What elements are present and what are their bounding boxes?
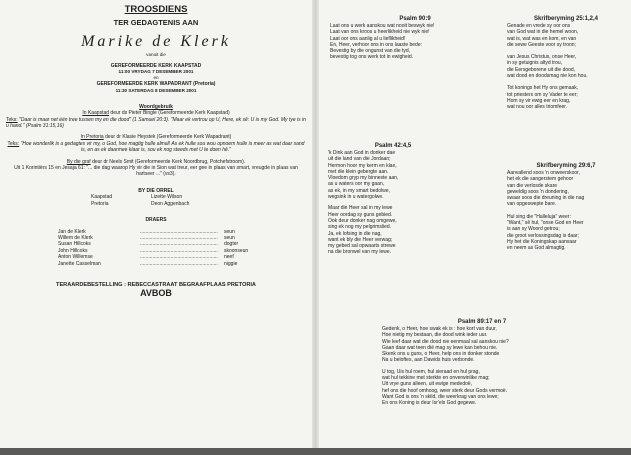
draer-name: Janette Casselman xyxy=(58,260,101,267)
verse-line: van opgeswepte bare. xyxy=(507,201,557,208)
page-title: TROOSDIENS xyxy=(124,4,188,15)
verse-line: Bevestig by die ongunst van die tyd, xyxy=(330,48,411,55)
pretoria-rest: deur dr Klasie Heystek (Gereformeerde Kerk Wapadrant) xyxy=(103,134,232,141)
vanuit-label: vanuit die xyxy=(146,52,166,57)
kaapstad-lead: In Kaapstad xyxy=(82,110,110,117)
church-2: GEREFORMEERDE KERK WAPADRANT (Pretoria) xyxy=(96,81,216,88)
verse-line: wat hul tekkine met sterkte en onverwinlike mag; xyxy=(382,375,490,382)
psalm-42-heading: Psalm 42:4,5 xyxy=(374,143,412,149)
verse-line: Hermon hoor my kerm en klae, xyxy=(328,162,397,169)
verse-line: die Eersgeborene uit die dood, xyxy=(507,66,576,73)
verse-line: Hy het die Koningskap aanvaar xyxy=(507,238,577,245)
psalm-90-block xyxy=(330,15,500,61)
church-1: GEREFORMEERDE KERK KAAPSTAD xyxy=(110,63,202,69)
verse-line: die sewe Geeste voor sy troon; xyxy=(507,41,576,48)
verse-line: Gedenk, o Heer, hoe swak ek is : hoe kort van duur, xyxy=(382,326,497,332)
draer-dots: ........................................................ xyxy=(140,260,218,267)
verse-line: bevestig tog ons werk tot in ewigheid. xyxy=(330,54,414,61)
skrifberyming-29-heading: Skrifberyming 29:6,7 xyxy=(536,163,596,169)
verse-line: Laat ons u werk aanskou wat nooit beswyk nie! xyxy=(330,23,435,29)
draer-dots: ........................................................ xyxy=(140,228,218,235)
scan-edge xyxy=(0,448,631,455)
verse-line: en neem as God almagtig. xyxy=(507,245,566,252)
draer-relation: neef xyxy=(224,254,234,261)
verse-line: met die klein gebergte aan. xyxy=(328,168,389,175)
verse-line: wat is, wat was en kom, en van xyxy=(507,35,577,42)
verse-line: Heer oordag sy guns gebied. xyxy=(328,211,393,218)
service-time-1: 11:00 VRYDAG 7 DESEMBER 2001 xyxy=(118,69,194,75)
verse-line: wegsink in u watergolwe. xyxy=(328,194,384,201)
kaapstad-teks-label: Teks: xyxy=(6,116,18,123)
left-page xyxy=(6,4,306,299)
verse-line: Vloedom gryp my binneste aan, xyxy=(328,175,399,182)
verse-line: 'k Dink aan God in donker dae xyxy=(328,150,396,156)
verse-line: Laat oor ons aanlig al u lieflikheid! xyxy=(330,35,406,42)
verse-line: is aan sy Woord getrou; xyxy=(507,226,560,233)
draer-relation: niggie xyxy=(224,260,238,267)
verse-line: het ek die sangerstem gehoor xyxy=(507,176,574,183)
verse-line: Hom sy vir ewig eer en krag, xyxy=(507,97,571,104)
verse-line: swaar soos die dreuning in die nag xyxy=(507,195,585,202)
pretoria-teks: "Hoe wonderlik is u gedagtes vir my, o God, hoe magtig hulle almal! As ek hulle sou wou opnoem hulle is meer as wat daar sand is, en as ek daarmee klaar is, sou ek nog steeds met U te doen hê." xyxy=(19,140,305,154)
verse-line: Na u beloftes, aan Dawids huis verbonde. xyxy=(382,357,475,364)
verse-line: want ek bly die Heer verwag; xyxy=(328,236,393,243)
draer-relation: seun xyxy=(224,234,235,241)
teraarde-line: TERAARDEBESTELLING : REBECCASTRAAT BEGRAAFPLAAS PRETORIA xyxy=(56,281,256,288)
graf-lead: By die graf xyxy=(66,158,91,165)
verse-line: in sy getuignis altyd trou, xyxy=(507,60,563,67)
kaapstad-teks: "Daar is maar net één tree tussen my en die dood" (1 Samuel 20:3). "Maar ek vertrou op U, Here, ek sê: U is my God. My tye is in u hand." (Psalm 31:15,16) xyxy=(6,116,306,130)
draer-name: Susan Hillcoks xyxy=(58,241,91,248)
verse-line: my gebed sal opwaarts strewe xyxy=(328,243,396,250)
graf-rest: deur dr Neels Smit (Gereformeerde Kerk Noordbrug, Potchefstroom). xyxy=(90,158,246,165)
psalm-89-block xyxy=(382,318,582,407)
verse-line: hef ons die hoof omhoog, weer sterk deur Gods vermoë. xyxy=(382,387,508,394)
verse-line: Maar die Heer sal in my lewe xyxy=(328,205,393,212)
draer-name: Willem de Klerk xyxy=(58,234,93,241)
verse-line: uit die land van die Jordaan; xyxy=(328,156,391,163)
draer-dots: ........................................................ xyxy=(140,247,218,254)
orrel-heading: BY DIE ORREL xyxy=(138,187,174,194)
verse-line: Aanvallend soos 'n onweerskoor, xyxy=(507,170,580,176)
verse-line: tot priesters om sy Vader te eer; xyxy=(507,91,578,98)
verse-line: Ook deur donker nag omgewe, xyxy=(328,217,397,224)
verse-line: Laat van ons kroos u heerlikheid nie wyk nie! xyxy=(330,29,430,36)
verse-line: Genade en vrede sy oor ons xyxy=(507,23,571,29)
verse-line: van Jesus Christus, onse Heer, xyxy=(507,54,577,61)
pretoria-teks-label: Teks: xyxy=(7,140,20,147)
orrel-place: Pretoria xyxy=(91,200,109,207)
verse-line: geweldig soos 'n dondering, xyxy=(507,188,569,195)
orrel-name: Deon Aggenbach xyxy=(151,200,190,207)
psalm-90-heading: Psalm 90:9 xyxy=(399,16,431,22)
orrel-place: Kaapstad xyxy=(91,194,113,201)
kaapstad-rest: deur ds Pieter Bingle (Gereformeerde Kerk Kaapstad) xyxy=(109,110,230,117)
verse-line: as u waters oor my gaan, xyxy=(328,181,385,188)
verse-line: En ons Koning is deur Isr'els God gegewe. xyxy=(382,400,477,407)
skrifberyming-25-block xyxy=(507,15,625,111)
draer-dots: ........................................................ xyxy=(140,254,218,261)
avbob-logo: AVBOB xyxy=(140,288,172,299)
psalm-89-heading: Psalm 89:17 en 7 xyxy=(457,319,507,325)
verse-line: Hoe nietig my bestaan, die dood wink ieder uur. xyxy=(382,332,488,339)
kaapstad-text xyxy=(6,117,306,130)
pretoria-lead: In Pretoria xyxy=(80,134,104,141)
deceased-name: Marike de Klerk xyxy=(81,33,231,50)
verse-line: die groot verlossingsdag is daar; xyxy=(507,232,579,239)
skrifberyming-25-heading: Skrifberyming 25:1,2,4 xyxy=(533,16,599,22)
draer-name: John Hillcoks xyxy=(58,247,88,254)
verse-line: van God wat in die hemel woon, xyxy=(507,29,579,36)
pretoria-text xyxy=(6,141,306,154)
draer-relation: dogter xyxy=(224,241,239,248)
psalm-42-block xyxy=(328,142,458,256)
verse-line: "Want," sê hul, "onse God en Heer xyxy=(507,220,584,227)
verse-line: Gaan daar wat teen dié mag sy lewe kan behou nie. xyxy=(382,344,498,351)
dedication-subtitle: TER GEDAGTENIS AAN xyxy=(113,18,199,27)
service-time-2: 11:30 SATERDAG 8 DESEMBER 2001 xyxy=(115,87,197,93)
draers-heading: DRAERS xyxy=(145,217,167,224)
verse-line: Ja, ek lofsing in die nag, xyxy=(328,230,382,237)
verse-line: Want God is ons 'n skild, die weerkrag van ons lewe; xyxy=(382,393,499,400)
verse-line: sing ek nog my pelgrimslied. xyxy=(328,224,392,231)
draer-dots: ........................................................ xyxy=(140,234,218,241)
verse-line: van die verlosde skare xyxy=(507,182,558,189)
verse-line: wat nou oor alles triomfeer. xyxy=(507,104,568,111)
verse-line: Hul sing die "Halleluja" weer: xyxy=(507,213,571,220)
verse-line: Skenk ons u guns, o Heer, help ons in donker stonde xyxy=(382,351,500,358)
verse-line: Uit vrye guns alleen, uit ewige mededoë, xyxy=(382,381,473,388)
woordgebruik-heading: Woordgebruik xyxy=(139,103,173,110)
graf-text: Uit 1 Korintiërs 15 en Jesaja 61: "... die dag waarop Hy vir die in Sion wat treur, eer gee in plaas van smart, vreugde in plaas van hartseer ..." (vs3). xyxy=(14,165,298,178)
verse-line: wat dood en doodsmag nie kon hou. xyxy=(507,73,588,80)
draer-name: Jan de Klerk xyxy=(58,228,86,235)
draer-relation: skoonseun xyxy=(224,247,249,254)
en-label: en xyxy=(153,75,159,81)
verse-line: as ek, in my smart bedolwe, xyxy=(328,187,390,194)
orrel-name: Lizette Wilson xyxy=(151,194,183,201)
verse-line: Wie leef daar wat die dood nie eenmaal sal aanskou nie? xyxy=(382,338,509,345)
verse-line: Tot konings het Hy ons gemaak, xyxy=(507,85,579,92)
draer-relation: seun xyxy=(224,228,235,235)
verse-line: En, Heer, verhoor ons in ons laaste bede: xyxy=(330,41,423,48)
draer-dots: ........................................................ xyxy=(140,241,218,248)
skrifberyming-29-block xyxy=(507,162,625,252)
draer-name: Anton Willemse xyxy=(58,254,93,261)
verse-line: na die bronwel van my lewe. xyxy=(328,249,392,256)
verse-line: U tog, Uis hul roem, hul sieraad en hul prag, xyxy=(382,368,480,375)
page-fold xyxy=(312,0,319,455)
